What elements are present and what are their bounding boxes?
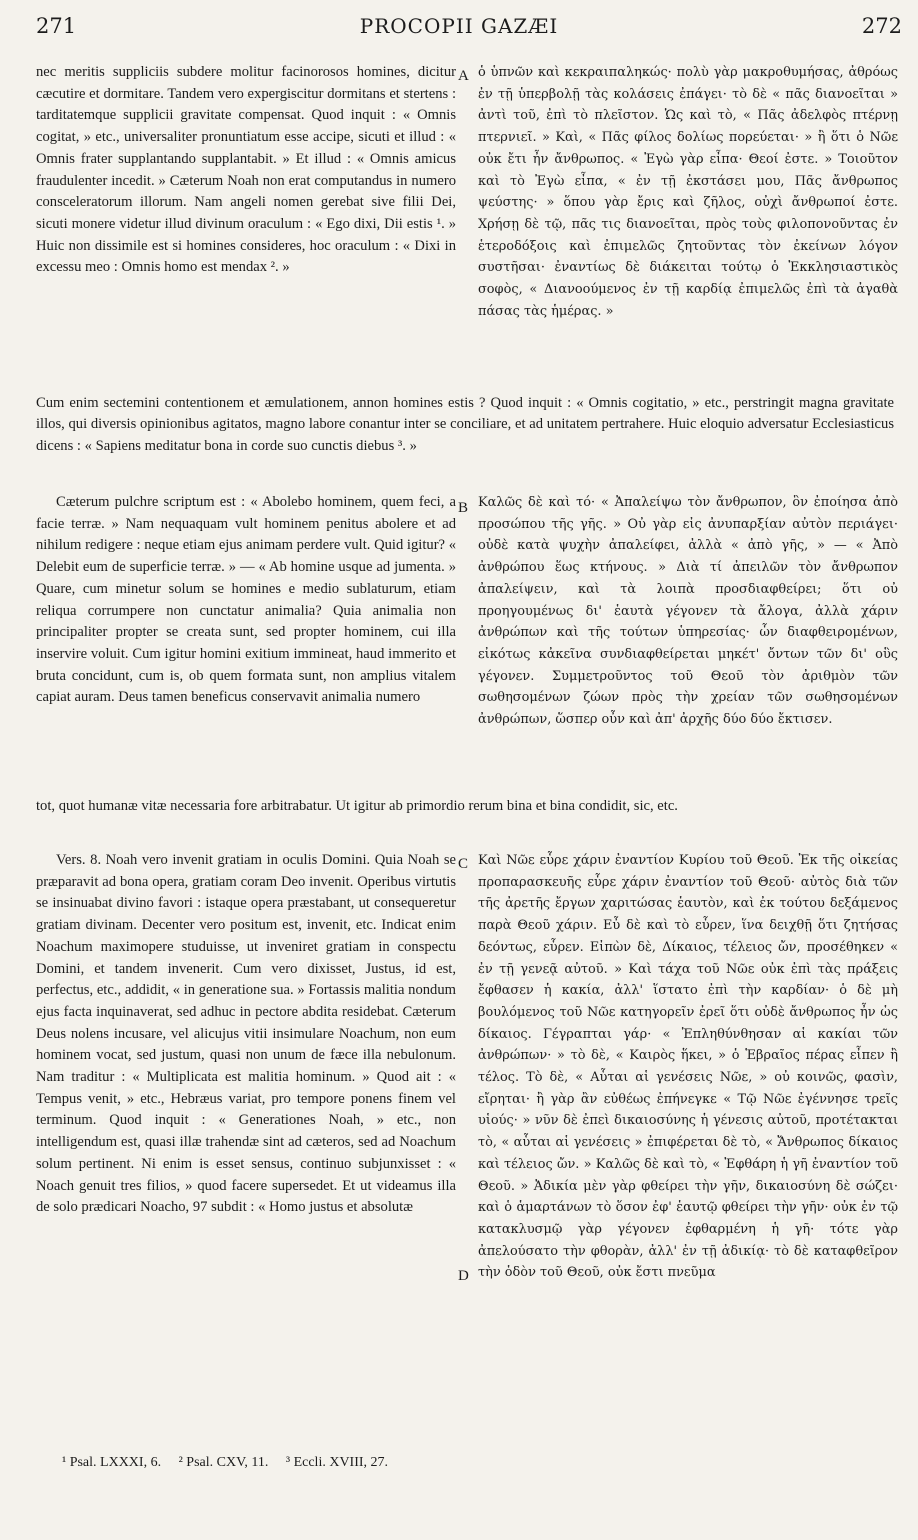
- footnote-1: ¹ Psal. LXXXI, 6.: [62, 1455, 162, 1470]
- greek-paragraph: Καὶ Νῶε εὗρε χάριν ἐναντίον Κυρίου τοῦ Θεοῦ. Ἐκ τῆς οἰκείας προπαρασκευῆς εὗρε χάριν ἐναντίον τοῦ Θεοῦ· αὐτὸς διὰ τῶν τῆς ἀρετῆς ἔργων χαριτώσας ἑαυτὸν, καὶ ἐκ τούτου δεξάμενος παρὰ Θεοῦ χάριν. Εὖ δὲ καὶ τὸ εὗρεν, ἵνα δειχθῇ ὅτι ζητήσας δεόντως, εὗρεν. Εἰπὼν δὲ, Δίκαιος, τέλειος ὤν, προσέθηκεν « ἐν τῇ γενεᾷ αὐτοῦ. » Καὶ τάχα τοῦ Νῶε οὐκ ἐπὶ τὰς πράξεις ἔφθασεν ἡ κακία, ἀλλ' ἵστατο ἐπὶ τὴν καρδίαν· ὁ δὲ μὴ βουλόμενος τοῦ Νῶε κατηγορεῖν ἐρεῖ ὅτι οὐδὲ ἄνθρωπος ἦν ὡς δίκαιος. Γέγραπται γάρ· « Ἐπληθύνθησαν αἱ κακίαι τῶν ἀνθρώπων· » τὸ δὲ, « Καιρὸς ἥκει, » ὁ Ἑβραῖος πέρας εἶπεν ἢ τέλος. Τὸ δὲ, « Αὗται αἱ γενέσεις Νῶε, » οὐ κοινῶς, φασὶν, εἴρηται· ἢ γὰρ ἂν εὐθέως ἐπήνεγκε « Τῷ Νῶε ἐγέννησε τρεῖς υἱούς· » νῦν δὲ ἐπεὶ δικαιοσύνης ἡ γένεσις αὐτοῦ, προτέτακται τὸ, « αὗται αἱ γενέσεις » ἐπιφέρεται δὲ τὸ, « Ἄνθρωπος δίκαιος καὶ τέλειος ὤν. » Καλῶς δὲ καὶ τὸ, « Ἐφθάρη ἡ γῆ ἐναντίον τοῦ Θεοῦ. » Ἀδικία μὲν γὰρ φθείρει τὴν γῆν, δικαιοσύνη δὲ σώζει· καὶ ὁ ἁμαρτάνων τὸ ὅσον ἐφ' ἑαυτῷ φθείρει τὴν γῆν· οὐκ ἐν τῷ κατακλυσμῷ γὰρ γέγονεν ἐφθαρμένη ἡ γῆ· τότε γὰρ ἀπελούσατο τὴν φθορὰν, ἀλλ' ἐν τῇ ἀδικίᾳ· τὸ δὲ καταφθεῖρον τὴν ὁδὸν τοῦ Θεοῦ, οὐκ ἔστι πνεῦμα: [478, 853, 898, 1281]
- margin-letter-c: C: [458, 856, 469, 872]
- page-number-left: 271: [36, 14, 77, 38]
- margin-letter-a: A: [458, 68, 469, 84]
- greek-column-section3: [478, 850, 898, 1438]
- latin-column-section2: [36, 492, 456, 772]
- footnote-3: ³ Eccli. XVIII, 27.: [285, 1455, 389, 1470]
- footnotes: [62, 1455, 762, 1471]
- latin-paragraph: nec meritis suppliciis subdere molitur facinorosos homines, dicitur cæcutire et dormitare. Tandem vero expergiscitur dormitans et stertens : tarditatemque supplicii gravitate compensat. Quod inquit : « Omnis cogitat, » etc., universaliter pronuntiatum esse accipe, sicuti et illud : « Omnis frater supplantando supplantabit. » Et illud : « Omnis amicus fraudulenter incedit. » Cæterum Noah non erat computandus in numero consceleratorum illorum. Nam angeli nomen gerebat sive filii Dei, sicuti monere videtur illud divinum oraculum : « Ego dixi, Dii estis ¹. » Huic non dissimile est si homines consideres, hoc oraculum : « Dixi in excessu meo : Omnis homo est mendax ². »: [36, 64, 456, 276]
- page-number-right: 272: [861, 14, 902, 38]
- greek-column-section1: [478, 62, 898, 393]
- latin-column-section1: [36, 62, 456, 393]
- running-title: PROCOPII GAZÆI: [359, 14, 559, 38]
- margin-letter-d: D: [458, 1268, 469, 1284]
- latin-column-section3: [36, 850, 456, 1438]
- latin-paragraph: Cum enim sectemini contentionem et æmulationem, annon homines estis ? Quod inquit : « Omnis cogitatio, » etc., perstringit magna gravitate illos, qui diversis opinionibus agitatos, magno labore conantur inter se conciliare, et ad unitatem pertrahere. Huic eloquio adversatur Ecclesiasticus dicens : « Sapiens meditatur bona in corde suo cunctis diebus ³. »: [36, 395, 894, 454]
- greek-paragraph: Καλῶς δὲ καὶ τό· « Ἀπαλείψω τὸν ἄνθρωπον, ὃν ἐποίησα ἀπὸ προσώπου τῆς γῆς. » Οὐ γὰρ εἰς ἀνυπαρξίαν αὐτὸν περιάγει· οὐδὲ κατὰ ψυχὴν ἀπαλείφει, ἀλλὰ « ἀπὸ γῆς, » — « Ἀπὸ ἀνθρώπου ἕως κτήνους. » Διὰ τί ἀπειλῶν τὸν ἄνθρωπον ἀπαλείψειν, καὶ τὰ λοιπὰ προσδιαφθείρει; ὅτι οὐ προηγουμένως δι' ἑαυτὰ γέγονεν τὰ ἄλογα, ἀλλὰ χάριν ἀνθρώπων καὶ τῆς τούτων ὑπηρεσίας· ὧν διαφθειρομένων, εἰκότως κἀκεῖνα συνδιαφθείρεται μηκέτ' ὄντων τῶν δι' οὓς γέγονεν. Συμμετροῦντος τοῦ Θεοῦ τὸν ἀριθμὸν τῶν σωθησομένων ζώων πρὸς τὴν χρείαν τῶν σωθησομένων ἀνθρώπων, ὥσπερ οὖν καὶ ἀπ' ἀρχῆς δύο δύο ἔκτισεν.: [478, 495, 898, 728]
- greek-column-section2: [478, 492, 898, 788]
- fullwidth-paragraph-1: [36, 393, 894, 489]
- latin-paragraph: Cæterum pulchre scriptum est : « Abolebo hominem, quem feci, a facie terræ. » Nam nequaquam vult hominem penitus abolere et ad nihilum redigere : neque etiam ejus animam perdere vult. Quid igitur? « Delebit eum de superficie terræ. » — « Ab homine usque ad jumenta. » Quare, cum minetur solum se homines e medio sublaturum, etiam reliqua corrumpere non cunctatur animalia? Quia animalia non principaliter propter se creata sunt, sed propter hominem, cui illa inservire voluit. Cum igitur homini exitium immineat, haud immerito et bruta concidunt, cum is, ob quem formata sunt, non amplius vitalem capiat auram. Deus tamen beneficus conservavit animalia numero: [36, 494, 456, 706]
- footnote-2: ² Psal. CXV, 11.: [178, 1455, 269, 1470]
- greek-paragraph: ὁ ὑπνῶν καὶ κεκραιπαληκώς· πολὺ γὰρ μακροθυμήσας, ἀθρόως ἐν τῇ ὑπερβολῇ τὰς κολάσεις ἐπάγει· τὸ δὲ « πᾶς διανοεῖται » ἀντὶ τοῦ, ἐπὶ τὸ πλεῖστον. Ὡς καὶ τὸ, « Πᾶς ἀδελφὸς πτέρνῃ πτερνιεῖ. » Καὶ, « Πᾶς φίλος δολίως πορεύεται· » ἢ ὅτι ὁ Νῶε οὐκ ἔτι ἦν ἄνθρωπος. « Ἐγὼ γὰρ εἶπα· Θεοί ἐστε. » Τοιοῦτον καὶ τὸ Ἐγὼ εἶπα, « ἐν τῇ ἐκστάσει μου, Πᾶς ἄνθρωπος ψεύστης· » ὅπου γὰρ ἔρις καὶ ζῆλος, οὐχὶ ἄνθρωποί ἐστε. Χρήσῃ δὲ τῷ, πᾶς τις διανοεῖται, πρὸς τοὺς φιλοπονοῦντας ἐν ἑτεροδόξοις καὶ ἐπιμελῶς ζητοῦντας τὸν ἐκείνων λόγον συστῆσαι· ἐναντίως δὲ διάκειται τούτῳ ὁ Ἐκκλησιαστικὸς σοφὸς, « Διανοούμενος ἐν τῇ καρδίᾳ ἐπιμελῶς ἐπὶ τὰ ἀγαθὰ πάσας τὰς ἡμέρας. »: [478, 65, 898, 319]
- latin-paragraph: tot, quot humanæ vitæ necessaria fore arbitrabatur. Ut igitur ab primordio rerum bina et bina condidit, sic, etc.: [36, 798, 678, 814]
- latin-paragraph: Vers. 8. Noah vero invenit gratiam in oculis Domini. Quia Noah se præparavit ad bona opera, gratiam coram Deo invenit. Operibus virtutis se insinuabat divino favori : istaque opera præstabant, ut consequeretur gratiam divinam. Decenter vero positum est, invenit, etc. Indicat enim Noachum maximopere studuisse, ut inveniret gratiam in conspectu Domini, et tandem invenerit. Cum vero dixisset, Justus, id est, perfectus, etc., addidit, « in generatione sua. » Fortassis malitia nondum ejus facta inquinaverat, sed adhuc in pectore abdita residebat. Cæterum Deus nolens incusare, vel alicujus vitii insimulare Noachum, non eum hominem vocat, sed justum, quasi non unum de fæce illa nebulonum. Nam traditur : « Multiplicata est malitia hominum. » Quod ait : « Tempus venit, » etc., Hebræus variat, pro tempore ponens finem vel terminum. Quod inquit : « Generationes Noah, » etc., non intelligendum est, quasi illæ trahendæ sint ad cæteros, sed ad Noachum solum pertinent. Ni enim is esset sensus, continuo subjunxisset : « Noach genuit tres filios, » quod facere supersedet. Et ut videamus illa de solo prædicari Noacho, 97 subdit : « Homo justus et absolutæ: [36, 852, 456, 1216]
- margin-letter-b: B: [458, 500, 469, 516]
- fullwidth-paragraph-2: [36, 796, 894, 840]
